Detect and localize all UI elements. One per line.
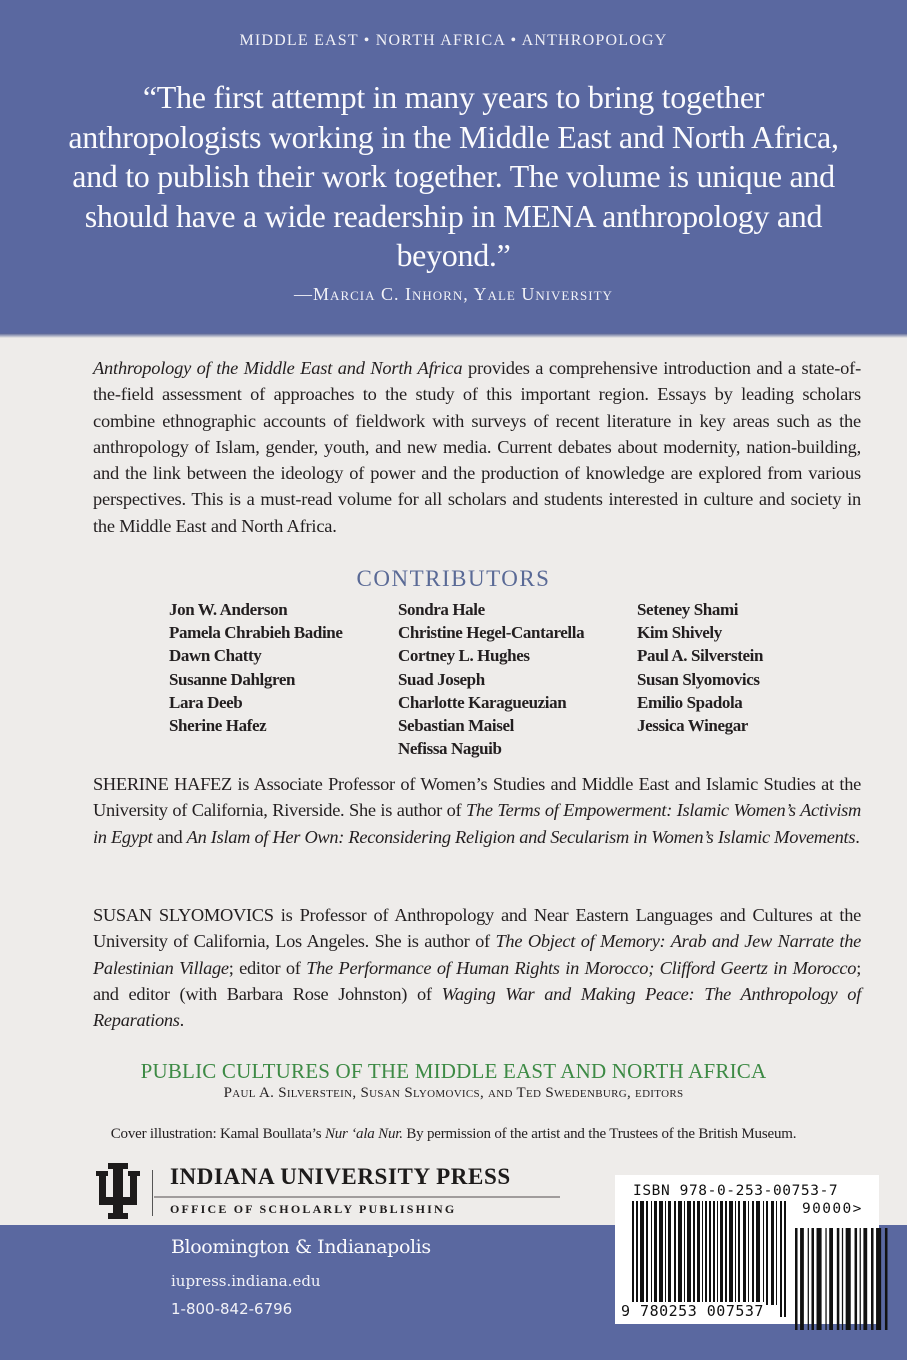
band-divider xyxy=(0,333,907,338)
description-text: provides a comprehensive introduction and a state-of-the-field assessment of approaches to the study of this important region. Essays by leading scholars combine ethnographic accounts of fieldwork with surveys of recent literature in key areas such as the anthropology of Islam, gender, youth, and new media. Current debates about modernity, nation-building, and the link between the ideology of power and the production of knowledge are explored from various perspectives. This is a must-read volume for all scholars and students interested in culture and society in the Middle East and North Africa. xyxy=(93,358,861,536)
contributor-name: Sherine Hafez xyxy=(169,716,267,736)
iu-trident-logo-icon xyxy=(96,1163,140,1219)
publisher-city: Bloomington & Indianapolis xyxy=(171,1236,431,1258)
contributors-list xyxy=(169,598,837,760)
bio-text: . xyxy=(179,1010,184,1031)
publisher-office: OFFICE OF SCHOLARLY PUBLISHING xyxy=(170,1202,457,1216)
contributor-name: Susanne Dahlgren xyxy=(169,669,296,689)
publisher-url: iupress.indiana.edu xyxy=(171,1272,321,1290)
contributor-name: Jessica Winegar xyxy=(637,716,748,736)
bio-text: ; and editor (with Barbara Rose Johnston) of xyxy=(93,957,861,1004)
contributor-name: Sebastian Maisel xyxy=(398,716,514,736)
barcode-digits: 9 780253 007537 xyxy=(621,1302,764,1320)
contributors-column-1 xyxy=(169,598,398,760)
contributor-name: Lara Deeb xyxy=(169,692,243,712)
book-title: The Terms of Empowerment: Islamic Women’s Activism in Egypt xyxy=(93,800,861,847)
book-title: Waging War and Making Peace: The Anthropology of Reparations xyxy=(93,983,861,1031)
barcode-addon-bars-icon xyxy=(795,1228,890,1330)
credit-text: By permission of the artist and the Trustees of the British Museum. xyxy=(402,1126,797,1142)
publisher-phone: 1-800-842-6796 xyxy=(171,1300,293,1318)
contributor-name: Kim Shively xyxy=(637,623,722,643)
subject-line: MIDDLE EAST • NORTH AFRICA • ANTHROPOLOGY xyxy=(239,32,668,49)
endorsement-attribution: —Marcia C. Inhorn, Yale University xyxy=(294,284,613,304)
cover-credit xyxy=(0,1126,907,1143)
bio-text: and xyxy=(152,826,187,847)
bio-text: SHERINE HAFEZ is Associate Professor of Women’s Studies and Middle East and Islamic Studies at the University of California, Riverside. She is author of xyxy=(93,774,861,821)
contributor-name: Paul A. Silverstein xyxy=(637,646,764,666)
book-title: The Performance of Human Rights in Morocco; Clifford Geertz in Morocco xyxy=(306,957,857,978)
barcode-bars-icon xyxy=(632,1201,792,1317)
bio-text: . xyxy=(855,826,860,847)
bio-text: ; editor of xyxy=(228,957,307,978)
artwork-title: Nur ‘ala Nur. xyxy=(324,1126,403,1142)
barcode-addon-label: 90000> xyxy=(802,1201,863,1217)
contributor-name: Jon W. Anderson xyxy=(169,600,288,619)
header-band xyxy=(0,0,907,333)
contributor-name: Dawn Chatty xyxy=(169,646,262,666)
endorsement-quote: “The first attempt in many years to bring together anthropologists working in the Middle East and North Africa, and to publish their work together. The volume is unique and should have a wide readership in MENA anthropology and beyond.” xyxy=(68,79,839,273)
contributors-column-3 xyxy=(637,598,837,760)
contributor-name: Nefissa Naguib xyxy=(398,739,502,759)
isbn-label: ISBN 978-0-253-00753-7 xyxy=(633,1183,839,1199)
publisher-rule xyxy=(154,1196,560,1198)
contributors-heading: CONTRIBUTORS xyxy=(356,566,551,591)
credit-text: Cover illustration: Kamal Boullata’s xyxy=(110,1126,325,1142)
book-title: An Islam of Her Own: Reconsidering Religion and Secularism in Women’s Islamic Movements xyxy=(186,826,856,847)
isbn-barcode xyxy=(615,1175,879,1324)
contributor-name: Susan Slyomovics xyxy=(637,669,760,689)
contributor-name: Sondra Hale xyxy=(398,600,485,619)
contributor-name: Suad Joseph xyxy=(398,669,485,689)
book-title: Anthropology of the Middle East and North Africa xyxy=(93,358,463,378)
book-description xyxy=(93,355,861,539)
contributor-name: Christine Hegel-Cantarella xyxy=(398,623,585,643)
publisher-name: INDIANA UNIVERSITY PRESS xyxy=(170,1164,511,1189)
series-title: PUBLIC CULTURES OF THE MIDDLE EAST AND NORTH AFRICA xyxy=(140,1059,767,1083)
contributor-name: Cortney L. Hughes xyxy=(398,646,530,666)
contributor-name: Charlotte Karagueuzian xyxy=(398,692,567,712)
contributor-name: Pamela Chrabieh Badine xyxy=(169,623,343,643)
book-title: The Object of Memory: Arab and Jew Narrate the Palestinian Village xyxy=(93,931,861,978)
editor-bio-hafez xyxy=(93,771,861,850)
contributors-column-2 xyxy=(398,598,637,760)
editor-bio-slyomovics xyxy=(93,902,861,1033)
contributor-name: Seteney Shami xyxy=(637,600,739,619)
logo-divider xyxy=(152,1170,153,1216)
series-editors: Paul A. Silverstein, Susan Slyomovics, and Ted Swedenburg, editors xyxy=(223,1085,684,1101)
contributor-name: Emilio Spadola xyxy=(637,692,743,712)
bio-text: SUSAN SLYOMOVICS is Professor of Anthropology and Near Eastern Languages and Cultures at the University of California, Los Angeles. She is author of xyxy=(93,905,861,952)
